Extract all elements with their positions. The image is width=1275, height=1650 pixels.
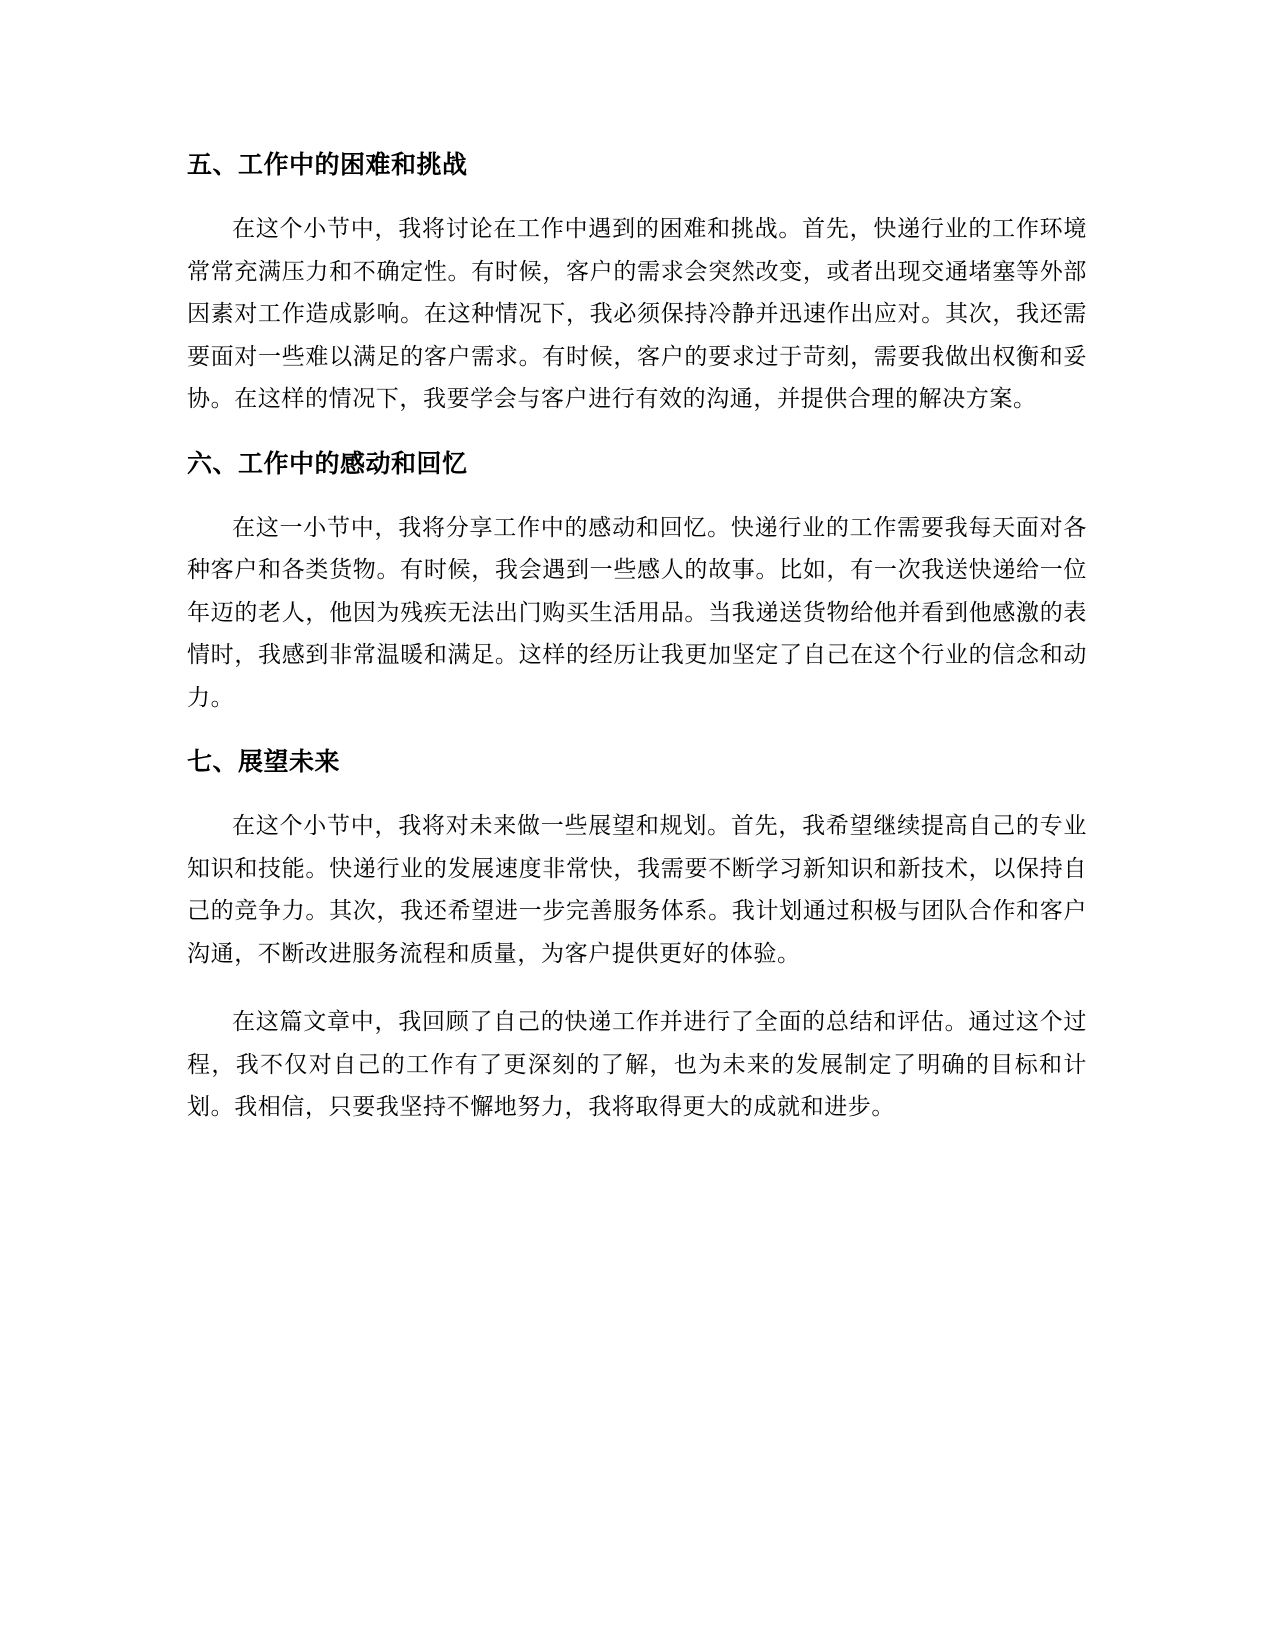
document-body [187, 148, 1087, 1155]
section-outlook [187, 745, 1087, 1129]
section-paragraph: 在这一小节中，我将分享工作中的感动和回忆。快递行业的工作需要我每天面对各种客户和各类货物。有时候，我会遇到一些感人的故事。比如，有一次我送快递给一位年迈的老人，他因为残疾无法出门购买生活用品。当我递送货物给他并看到他感激的表情时，我感到非常温暖和满足。这样的经历让我更加坚定了自己在这个行业的信念和动力。 [187, 514, 1087, 711]
section-paragraph: 在这个小节中，我将对未来做一些展望和规划。首先，我希望继续提高自己的专业知识和技能。快递行业的发展速度非常快，我需要不断学习新知识和新技术，以保持自己的竞争力。其次，我还希望进一步完善服务体系。我计划通过积极与团队合作和客户沟通，不断改进服务流程和质量，为客户提供更好的体验。 [187, 813, 1087, 967]
section-heading: 七、展望未来 [187, 747, 341, 776]
section-paragraph: 在这个小节中，我将讨论在工作中遇到的困难和挑战。首先，快递行业的工作环境常常充满压力和不确定性。有时候，客户的需求会突然改变，或者出现交通堵塞等外部因素对工作造成影响。在这种情况下，我必须保持冷静并迅速作出应对。其次，我还需要面对一些难以满足的客户需求。有时候，客户的要求过于苛刻，需要我做出权衡和妥协。在这样的情况下，我要学会与客户进行有效的沟通，并提供合理的解决方案。 [187, 216, 1087, 412]
section-memories [187, 447, 1087, 720]
section-heading: 六、工作中的感动和回忆 [187, 448, 468, 478]
section-difficulties [187, 148, 1087, 421]
conclusion-paragraph: 在这篇文章中，我回顾了自己的快递工作并进行了全面的总结和评估。通过这个过程，我不仅对自己的工作有了更深刻的了解，也为未来的发展制定了明确的目标和计划。我相信，只要我坚持不懈地努力，我将取得更大的成就和进步。 [187, 1009, 1087, 1120]
section-heading: 五、工作中的困难和挑战 [187, 150, 468, 179]
